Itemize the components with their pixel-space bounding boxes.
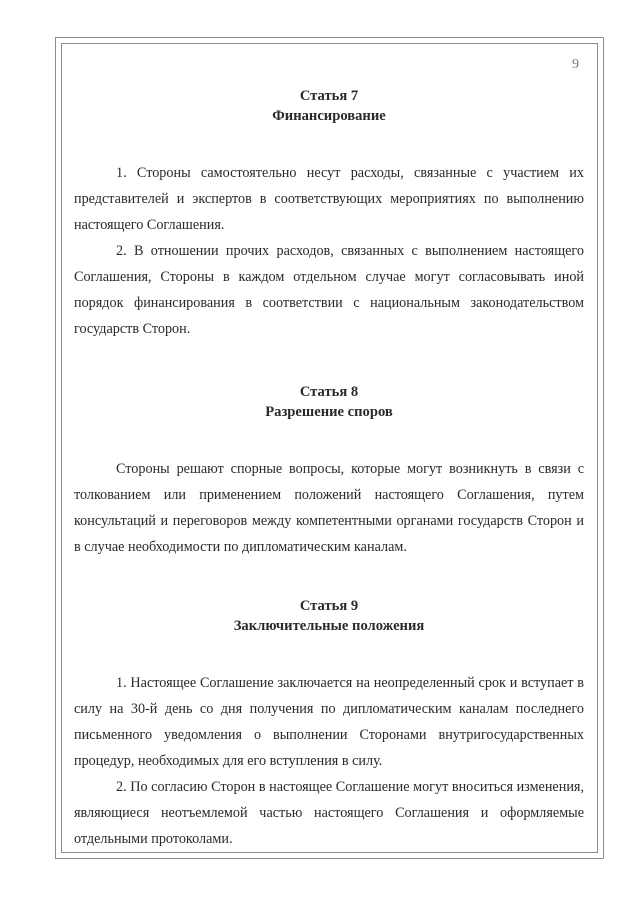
article-title: Финансирование: [272, 108, 386, 124]
article-paragraph: 1. Настоящее Соглашение заключается на неопределенный срок и вступает в силу на 30-й день со дня получения по дипломатическим каналам последнего письменного уведомления о выполнении Сторонами внутригосударственных процедур, необходимых для его вступления в силу.: [74, 675, 584, 769]
article-7: [74, 86, 584, 342]
article-title: Заключительные положения: [233, 618, 425, 634]
article-number: Статья 9: [299, 598, 359, 614]
article-number: Статья 7: [299, 88, 359, 104]
article-9: [74, 596, 584, 852]
article-paragraph: 2. По согласию Сторон в настоящее Соглашение могут вноситься изменения, являющиеся неотъемлемой частью настоящего Соглашения и оформляемые отдельными протоколами.: [74, 779, 584, 847]
article-paragraph: 1. Стороны самостоятельно несут расходы, связанные с участием их представителей и экспертов в соответствующих мероприятиях по выполнению настоящего Соглашения.: [74, 165, 584, 233]
article-title: Разрешение споров: [265, 404, 393, 420]
article-8: [74, 382, 584, 560]
article-paragraph: 2. В отношении прочих расходов, связанных с выполнением настоящего Соглашения, Стороны в каждом отдельном случае могут согласовывать иной порядок финансирования в соответствии с национальным законодательством государств Сторон.: [74, 243, 584, 337]
page-number: 9: [572, 57, 579, 72]
article-paragraph: Стороны решают спорные вопросы, которые могут возникнуть в связи с толкованием или применением положений настоящего Соглашения, путем консультаций и переговоров между компетентными органами государств Сторон и в случае необходимости по дипломатическим каналам.: [74, 461, 584, 555]
document-body: [74, 86, 584, 852]
article-number: Статья 8: [299, 384, 359, 400]
